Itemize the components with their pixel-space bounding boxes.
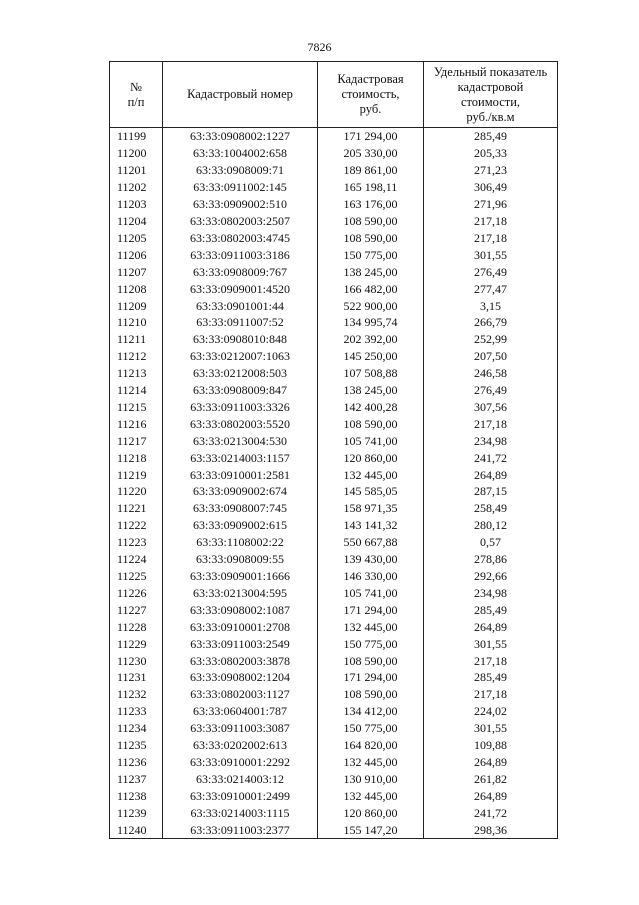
row-number: 11208 <box>110 280 163 297</box>
table-row <box>110 348 558 365</box>
table-header-row <box>110 62 558 128</box>
table-row <box>110 517 558 534</box>
table-row <box>110 804 558 821</box>
cadastral-number: 63:33:0212008:503 <box>163 365 318 382</box>
row-number: 11215 <box>110 399 163 416</box>
table-row <box>110 179 558 196</box>
specific-indicator: 271,96 <box>424 196 558 213</box>
specific-indicator: 241,72 <box>424 449 558 466</box>
row-number: 11206 <box>110 246 163 263</box>
row-number: 11216 <box>110 415 163 432</box>
table-row <box>110 382 558 399</box>
table-row <box>110 415 558 432</box>
cadastral-number: 63:33:0910001:2708 <box>163 618 318 635</box>
cadastral-cost: 132 445,00 <box>318 466 424 483</box>
cadastral-number: 63:33:1004002:658 <box>163 145 318 162</box>
specific-indicator: 0,57 <box>424 534 558 551</box>
table-row <box>110 297 558 314</box>
row-number: 11209 <box>110 297 163 314</box>
row-number: 11233 <box>110 703 163 720</box>
cadastral-cost: 132 445,00 <box>318 618 424 635</box>
table-row <box>110 754 558 771</box>
table-row <box>110 652 558 669</box>
cadastral-cost: 146 330,00 <box>318 568 424 585</box>
row-number: 11213 <box>110 365 163 382</box>
row-number: 11234 <box>110 720 163 737</box>
cadastral-cost: 108 590,00 <box>318 213 424 230</box>
table-row <box>110 196 558 213</box>
cadastral-cost: 105 741,00 <box>318 584 424 601</box>
cadastral-cost: 165 198,11 <box>318 179 424 196</box>
cadastral-cost: 202 392,00 <box>318 331 424 348</box>
cadastral-number: 63:33:0910001:2292 <box>163 754 318 771</box>
table-row <box>110 128 558 145</box>
table-row <box>110 534 558 551</box>
table-row <box>110 584 558 601</box>
cadastral-cost: 171 294,00 <box>318 669 424 686</box>
cadastral-cost: 150 775,00 <box>318 720 424 737</box>
cadastral-number: 63:33:0911002:145 <box>163 179 318 196</box>
specific-indicator: 301,55 <box>424 635 558 652</box>
row-number: 11211 <box>110 331 163 348</box>
cadastral-number: 63:33:0202002:613 <box>163 737 318 754</box>
row-number: 11199 <box>110 128 163 145</box>
cadastral-cost: 143 141,32 <box>318 517 424 534</box>
cadastral-number: 63:33:0908009:847 <box>163 382 318 399</box>
cadastral-number: 63:33:0909002:510 <box>163 196 318 213</box>
row-number: 11237 <box>110 770 163 787</box>
cadastral-number: 63:33:0802003:3878 <box>163 652 318 669</box>
cadastral-cost: 522 900,00 <box>318 297 424 314</box>
cadastral-cost: 158 971,35 <box>318 500 424 517</box>
table-row <box>110 500 558 517</box>
table-row <box>110 821 558 838</box>
cadastral-cost: 550 667,88 <box>318 534 424 551</box>
table-row <box>110 449 558 466</box>
row-number: 11240 <box>110 821 163 838</box>
row-number: 11220 <box>110 483 163 500</box>
specific-indicator: 205,33 <box>424 145 558 162</box>
cadastral-value-table <box>109 61 558 839</box>
row-number: 11217 <box>110 432 163 449</box>
row-number: 11219 <box>110 466 163 483</box>
cadastral-number: 63:33:0604001:787 <box>163 703 318 720</box>
specific-indicator: 287,15 <box>424 483 558 500</box>
specific-indicator: 261,82 <box>424 770 558 787</box>
specific-indicator: 285,49 <box>424 128 558 145</box>
cadastral-number: 63:33:0911003:3087 <box>163 720 318 737</box>
row-number: 11204 <box>110 213 163 230</box>
cadastral-number: 63:33:0908009:71 <box>163 162 318 179</box>
specific-indicator: 271,23 <box>424 162 558 179</box>
row-number: 11226 <box>110 584 163 601</box>
table-row <box>110 669 558 686</box>
specific-indicator: 252,99 <box>424 331 558 348</box>
specific-indicator: 217,18 <box>424 415 558 432</box>
specific-indicator: 266,79 <box>424 314 558 331</box>
specific-indicator: 280,12 <box>424 517 558 534</box>
cadastral-number: 63:33:0908009:767 <box>163 263 318 280</box>
cadastral-number: 63:33:0214003:12 <box>163 770 318 787</box>
table-row <box>110 770 558 787</box>
cadastral-cost: 108 590,00 <box>318 415 424 432</box>
cadastral-cost: 134 995,74 <box>318 314 424 331</box>
specific-indicator: 276,49 <box>424 382 558 399</box>
specific-indicator: 234,98 <box>424 584 558 601</box>
cadastral-cost: 166 482,00 <box>318 280 424 297</box>
table-row <box>110 213 558 230</box>
row-number: 11225 <box>110 568 163 585</box>
cadastral-cost: 108 590,00 <box>318 229 424 246</box>
page-number: 7826 <box>307 40 332 54</box>
cadastral-cost: 120 860,00 <box>318 804 424 821</box>
specific-indicator: 292,66 <box>424 568 558 585</box>
specific-indicator: 301,55 <box>424 246 558 263</box>
table-row <box>110 466 558 483</box>
specific-indicator: 217,18 <box>424 229 558 246</box>
specific-indicator: 207,50 <box>424 348 558 365</box>
cadastral-cost: 171 294,00 <box>318 128 424 145</box>
cadastral-cost: 142 400,28 <box>318 399 424 416</box>
table-row <box>110 314 558 331</box>
row-number: 11238 <box>110 787 163 804</box>
row-number: 11223 <box>110 534 163 551</box>
cadastral-number: 63:33:0214003:1115 <box>163 804 318 821</box>
header-specific-indicator: Удельный показатель кадастровой стоимости, руб./кв.м <box>424 62 558 128</box>
specific-indicator: 258,49 <box>424 500 558 517</box>
cadastral-number: 63:33:0908002:1204 <box>163 669 318 686</box>
specific-indicator: 285,49 <box>424 669 558 686</box>
cadastral-cost: 164 820,00 <box>318 737 424 754</box>
table-row <box>110 737 558 754</box>
table-row <box>110 635 558 652</box>
cadastral-cost: 138 245,00 <box>318 382 424 399</box>
row-number: 11228 <box>110 618 163 635</box>
cadastral-number: 63:33:0911003:2549 <box>163 635 318 652</box>
specific-indicator: 278,86 <box>424 551 558 568</box>
row-number: 11218 <box>110 449 163 466</box>
specific-indicator: 234,98 <box>424 432 558 449</box>
specific-indicator: 217,18 <box>424 652 558 669</box>
specific-indicator: 285,49 <box>424 601 558 618</box>
specific-indicator: 109,88 <box>424 737 558 754</box>
cadastral-number: 63:33:0908007:745 <box>163 500 318 517</box>
specific-indicator: 3,15 <box>424 297 558 314</box>
header-row-number: № п/п <box>110 62 163 128</box>
row-number: 11201 <box>110 162 163 179</box>
cadastral-cost: 171 294,00 <box>318 601 424 618</box>
table-row <box>110 229 558 246</box>
row-number: 11231 <box>110 669 163 686</box>
row-number: 11239 <box>110 804 163 821</box>
row-number: 11202 <box>110 179 163 196</box>
cadastral-number: 63:33:0908009:55 <box>163 551 318 568</box>
cadastral-cost: 134 412,00 <box>318 703 424 720</box>
cadastral-number: 63:33:0910001:2581 <box>163 466 318 483</box>
cadastral-cost: 150 775,00 <box>318 246 424 263</box>
cadastral-number: 63:33:0212007:1063 <box>163 348 318 365</box>
cadastral-number: 63:33:0911003:3326 <box>163 399 318 416</box>
cadastral-cost: 150 775,00 <box>318 635 424 652</box>
table-row <box>110 280 558 297</box>
cadastral-number: 63:33:0802003:2507 <box>163 213 318 230</box>
table-row <box>110 601 558 618</box>
table-row <box>110 551 558 568</box>
cadastral-cost: 108 590,00 <box>318 652 424 669</box>
cadastral-number: 63:33:0911007:52 <box>163 314 318 331</box>
table-row <box>110 365 558 382</box>
cadastral-cost: 139 430,00 <box>318 551 424 568</box>
row-number: 11236 <box>110 754 163 771</box>
row-number: 11207 <box>110 263 163 280</box>
row-number: 11212 <box>110 348 163 365</box>
table-row <box>110 703 558 720</box>
cadastral-cost: 138 245,00 <box>318 263 424 280</box>
table-row <box>110 787 558 804</box>
cadastral-cost: 132 445,00 <box>318 787 424 804</box>
header-cadastral-cost: Кадастровая стоимость, руб. <box>318 62 424 128</box>
cadastral-cost: 145 585,05 <box>318 483 424 500</box>
cadastral-cost: 163 176,00 <box>318 196 424 213</box>
table-body <box>110 128 558 839</box>
specific-indicator: 264,89 <box>424 466 558 483</box>
cadastral-number: 63:33:0802003:4745 <box>163 229 318 246</box>
specific-indicator: 276,49 <box>424 263 558 280</box>
specific-indicator: 307,56 <box>424 399 558 416</box>
row-number: 11222 <box>110 517 163 534</box>
row-number: 11224 <box>110 551 163 568</box>
table-row <box>110 618 558 635</box>
table-row <box>110 246 558 263</box>
row-number: 11229 <box>110 635 163 652</box>
cadastral-number: 63:33:0909001:4520 <box>163 280 318 297</box>
row-number: 11232 <box>110 686 163 703</box>
cadastral-number: 63:33:0908002:1087 <box>163 601 318 618</box>
cadastral-number: 63:33:0908002:1227 <box>163 128 318 145</box>
table-row <box>110 145 558 162</box>
table-row <box>110 720 558 737</box>
table-row <box>110 432 558 449</box>
cadastral-cost: 120 860,00 <box>318 449 424 466</box>
specific-indicator: 298,36 <box>424 821 558 838</box>
row-number: 11214 <box>110 382 163 399</box>
row-number: 11221 <box>110 500 163 517</box>
cadastral-number: 63:33:0909001:1666 <box>163 568 318 585</box>
row-number: 11230 <box>110 652 163 669</box>
row-number: 11203 <box>110 196 163 213</box>
specific-indicator: 277,47 <box>424 280 558 297</box>
specific-indicator: 224,02 <box>424 703 558 720</box>
cadastral-number: 63:33:0911003:3186 <box>163 246 318 263</box>
cadastral-number: 63:33:0213004:595 <box>163 584 318 601</box>
cadastral-number: 63:33:0908010:848 <box>163 331 318 348</box>
cadastral-number: 63:33:0802003:1127 <box>163 686 318 703</box>
header-cadastral-number: Кадастровый номер <box>163 62 318 128</box>
cadastral-cost: 145 250,00 <box>318 348 424 365</box>
specific-indicator: 306,49 <box>424 179 558 196</box>
row-number: 11235 <box>110 737 163 754</box>
table-row <box>110 686 558 703</box>
cadastral-number: 63:33:0911003:2377 <box>163 821 318 838</box>
cadastral-number: 63:33:0901001:44 <box>163 297 318 314</box>
specific-indicator: 246,58 <box>424 365 558 382</box>
cadastral-cost: 132 445,00 <box>318 754 424 771</box>
cadastral-number: 63:33:1108002:22 <box>163 534 318 551</box>
table-row <box>110 331 558 348</box>
cadastral-cost: 108 590,00 <box>318 686 424 703</box>
row-number: 11227 <box>110 601 163 618</box>
cadastral-cost: 189 861,00 <box>318 162 424 179</box>
specific-indicator: 264,89 <box>424 787 558 804</box>
row-number: 11210 <box>110 314 163 331</box>
row-number: 11205 <box>110 229 163 246</box>
specific-indicator: 301,55 <box>424 720 558 737</box>
cadastral-cost: 205 330,00 <box>318 145 424 162</box>
cadastral-cost: 155 147,20 <box>318 821 424 838</box>
specific-indicator: 217,18 <box>424 686 558 703</box>
cadastral-number: 63:33:0802003:5520 <box>163 415 318 432</box>
table-row <box>110 568 558 585</box>
specific-indicator: 217,18 <box>424 213 558 230</box>
cadastral-number: 63:33:0213004:530 <box>163 432 318 449</box>
table-row <box>110 162 558 179</box>
table-row <box>110 483 558 500</box>
specific-indicator: 264,89 <box>424 618 558 635</box>
table-row <box>110 263 558 280</box>
specific-indicator: 241,72 <box>424 804 558 821</box>
cadastral-cost: 130 910,00 <box>318 770 424 787</box>
cadastral-cost: 107 508,88 <box>318 365 424 382</box>
row-number: 11200 <box>110 145 163 162</box>
cadastral-number: 63:33:0910001:2499 <box>163 787 318 804</box>
cadastral-number: 63:33:0214003:1157 <box>163 449 318 466</box>
specific-indicator: 264,89 <box>424 754 558 771</box>
table-row <box>110 399 558 416</box>
cadastral-number: 63:33:0909002:674 <box>163 483 318 500</box>
cadastral-number: 63:33:0909002:615 <box>163 517 318 534</box>
cadastral-cost: 105 741,00 <box>318 432 424 449</box>
